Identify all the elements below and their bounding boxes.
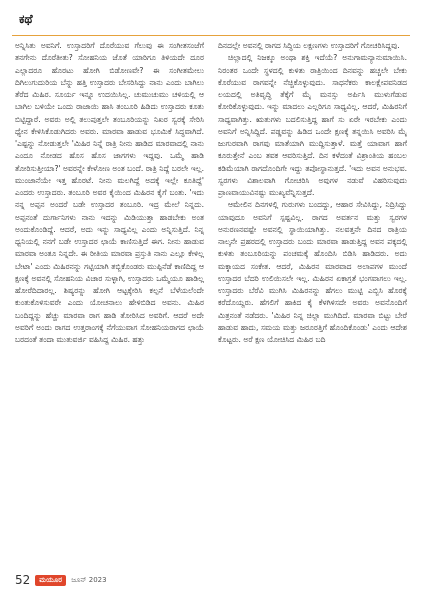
- page-number: 52: [15, 573, 31, 587]
- header-rule: [12, 35, 410, 36]
- page-footer: [15, 572, 107, 588]
- paragraph: ಆಮೇಲಿನ ದಿನಗಳಲ್ಲಿ ಗುರುಗಳು ಬಂದದ್ದು, ಆಹಾರ ಸೇವಿಸಿದ್ದು, ನಿದ್ರಿಸಿದ್ದು ಯಾವುದೂ ಅವನಿಗೆ ಸ್ಪಷ್ಟವಿಲ್ಲ. ರಾಗದ ಅವರ್ತನ ಮತ್ತು ಸ್ವರಗಳ ಅನುರಣನವಷ್ಟೇ ಅವನಲ್ಲಿ ಸ್ಥಾಯಿಯಾಗಿತ್ತು. ನಲವತ್ತನೇ ದಿನದ ರಾತ್ರಿಯ ನಾಲ್ಕನೇ ಪ್ರಹರದಲ್ಲಿ ಉಸ್ತಾದರು ಬಂದು ಮಾರವಾ ಹಾಡುತ್ತಿದ್ದ ಅವನ ಪಕ್ಕದಲ್ಲಿ ಕುಳಿತು ತಂಬೂರಿಯನ್ನು ಪಂಚಮಕ್ಕೆ ಹೊಂದಿಸಿ ಬಿಡಿಸಿ ಹಾಡಿದರು. ಅದು ಮಕ್ಕಾಯದ ಸಂಕೇತ. ಆದರೆ, ಮಿಹಿರನ ಮಾರವಾದ ಅಲಾಪಗಳ ಮುಂದೆ ಉಸ್ತಾದರ ಬೆದರಿ ಉಲಿಯಿಸಲೇ ಇಲ್ಲ. ಮಿಹಿರನ ಏಕಾಗ್ರತೆ ಭಂಗವಾಗಲು ಇಲ್ಲ. ಉಸ್ತಾದರು ಬೆರೆವಿ ಮುಗಿಸಿ ಮಿಹಿರನನ್ನು ಹೆಗಲು ಮುಟ್ಟಿ ಎಬ್ಬಿಸಿ ಹೊರಕ್ಕೆ ಕರೆದೊಯ್ದರು. ಹೆಗಲಿಗೆ ಹಾಕಿದ ಕೈ ಕೆಳಗಿಳಿಸದೇ ಅವರು ಅವನೊಂದಿಗೆ ಮಿತ್ರನಂತೆ ನಡೆದರು. 'ಮಿಹಿರ ನಿನ್ನ ಚಿಲ್ಲಾ ಮುಗಿದಿದೆ. ಮಾರವಾ ಬಿಟ್ಟು ಬೇರೆ ಹಾಡುವ ಹಾದು, ಸಮಯ ಮತ್ತು ಜರೂರತ್ತಿಗೆ ಹೊಂದಿಕೊಂಡು' ಎಂದು ಆದೇಶ ಕೊಟ್ಟರು. ಅರೆ ಕ್ಷಣ ಯೋಚಿಸಿದ ಮಿಹಿರ ಬದಿ: [218, 200, 407, 344]
- column-right: [218, 40, 407, 540]
- article-body: [15, 40, 407, 540]
- magazine-logo: ಮಯೂರ: [35, 575, 66, 586]
- section-label: ಕಥೆ: [19, 12, 33, 26]
- paragraph: ದಿನದಲ್ಲೇ ಅವನಲ್ಲಿ ರಾಗದ ಸಿದ್ಧಿಯ ಲಕ್ಷಣಗಳು ಉಸ್ತಾದರಿಗೆ ಗೋಚರಿಸಿದ್ದವು.: [218, 41, 400, 50]
- paragraph: ಚಿಲ್ಲಾದಲ್ಲಿ ನಿಜಕ್ಕೂ ಅಂಥಾ ಶಕ್ತಿ ಇದೆಯೆ? ಅನುಗಾಮನ್ಯಾನುಮಾಯಿಸಿ. ನಿರಂತರ ಒಂದೇ ಸ್ಥಳದಲ್ಲಿ ಕುಳಿತು ರಾತ್ರಿಯಿಂದ ದಿನವನ್ನು ಹಚ್ಚಲೇ ಬೇಕು ಕೊರೆಯುವ ರಾಗವನ್ನೇ ನೆಚ್ಚಿಕೊಳ್ಳುವುದು. ಸಾಧನೆಕರು ಕಾಲಕ್ಷೇಪವನಿಡದ ಲಯದಲ್ಲಿ ಅತಿವೃದ್ಧಿ ತೆಕ್ಕೆಗೆ ಮೈ ಮನಸ್ಸು ಅರ್ಪಿಸಿ ಮುಳುಗೆಡುವ ಕೋರಿಕೊಳ್ಳುವುದು. ಇನ್ನು ಮಾದಲು ಎಲ್ಲರಿಗೂ ಸಾಧ್ಯವಿಲ್ಲ. ಆದರೆ, ಮಿಹಿರನಿಗೆ ಸಾಧ್ಯವಾಗಿತ್ತು. ಋತುಗಳು ಬದಲಿಸುತ್ತಿದ್ದ ಹಾಗೆ ಸು ಏರೇ ಇರಬೇಕು ಎಂದು ಅವನಿಗೆ ಅನ್ನಿಸಿದ್ದಿದೆ. ಪಡ್ಡವನ್ನು ಹಿಡಿದ ಒಂದೇ ಕ್ಷಣಕ್ಕೆ ತನ್ನಯಿಸಿ ಅವರಿಸಿ ಮೈ ಜುಗುರವಾಗಿ ರಾಗವು ಮಾತೆಯಾಗಿ ಮುದ್ದಿಸುತ್ತಾಳೆ. ಮತ್ತೆ ಯಾವಾಗ ಹಾಗೆ ಕೂರುತ್ತೇನೆ ಎಂಬ ತವಕ ಆವರಿಸುತ್ತಿದೆ. ದಿನ ಕಳೆದಂತೆ ವಿಶ್ರಾಂತಿಯ ಹಂಬಲ ಕಡಿಮೆಯಾಗಿ ರಾಗದೊಂದಿಗೇ ಇದ್ದು ತಪೋಸ್ಥಾನುತ್ತದೆ. 'ಇದು ಅವನ ಅನುಭವ. ಸ್ವರಗಳು ವಿಶಾಲವಾಗಿ ಗೋಚರಿಸಿ ಅವುಗಳ ನಡುವೆ ವಿಹರಿಸುವುದು ಪ್ರಾಣವಾಯುವಿನಷ್ಟು ಮುಖ್ಯವೆನ್ನಿಸುತ್ತದೆ.: [218, 53, 407, 197]
- issue-date: ಜೂನ್ 2023: [71, 575, 107, 584]
- paragraph: ಅನ್ನಿಸಿತು ಅವನಿಗೆ. ಉಸ್ತಾದರಿಗೆ ದೊರೆಯುವ ಗೆಲುವು ಈ ಸಂಗೀತಸಂಜೆಗೆ ತನಗೇನು ದೊರೆತೀತು? ಸೋಹನಿಯ ಜೊತೆ ಯಾರಿಗೂ ತಿಳಿಯದೇ ದೂರ ಎಲ್ಲಾದರೂ ಹೊರಟು ಹೋಗಿ ಬಿಡೋಣವೇ? ಈ ಸಂಗೀತಮೇಲು ದಿಗಿಲುಗುದುರಿಯ ಬೆನ್ನು ಹತ್ತಿ ಉಸ್ತಾದರು ಬೇಸರಿಸಿದ್ದು ನಾನು ಎಂದು ಬಾಗಿಲು ತೆರೆದ ಮಿಹಿರ. ಸೂರ್ಯ ಇನ್ನೂ ಉದಯಿಸಿಲ್ಲ. ಚುಮುಚುಮು ಚಳಿಯಲ್ಲಿ ಆ ಬಾಗಿಲ ಬಳಿಯೇ ಒಂದು ರಾಜಾಯಿ ಹಾಸಿ ತಂಬೂರಿ ಹಿಡಿದು ಉಸ್ತಾದರು ಕೂತು ಬಿಟ್ಟಿದ್ದಾರೆ. ಅವರು ಅಲ್ಲಿ ತಲುಪುತ್ತಲೇ ತಂಬೂರಿಯನ್ನು ನಿಖರ ಸ್ವರಕ್ಕೆ ಸೇರಿಸಿ ಧ್ಯೇನ ಕೇಳಿಸಿಕೊಡುಗಿದರು ಅವರು. ಮಾರವಾ ಹಾಡುವ ಭೂಮಿಕೆ ಸಿದ್ಧವಾಗಿದೆ. 'ಎಷ್ಟನ್ನು ನೋಡುತ್ತಲೇ 'ಮಿಹಿರ ನಿನ್ನೆ ರಾತ್ರಿ ನೀನು ಹಾಡಿದ ಮಾರವಾದಲ್ಲಿ ನಾನು ಎಂದೂ ನೋಡದ ಹೊಸ ಹೊಸ ಜಾಗಗಳು ಇದ್ದವು. ಒಮ್ಮೆ ಹಾಡಿ ತೋರಿಸುತ್ತೀಯಾ?' ಅವರನ್ನೇ ಕೇಳೋಣ ಅಂತ ಬಂದೆ. ರಾತ್ರಿ ನಿದ್ದೆ ಬರಲೇ ಇಲ್ಲ. ಮುಂಜಾನೆಯೇ ಇತ್ತ ಹೊರಟೆ. ನೀನು ಮಲಗಿದ್ದೆ ಅದಕ್ಕೆ ಇಲ್ಲೇ ಕೂತಿದ್ದೆ' ಎಂದರು ಉಸ್ತಾದರು. ತಂಬೂರಿ ಅವರ ಕೈಯಿಂದ ಮಿಹಿರನ ಕೈಗೆ ಬಂತು. 'ಇದು ನನ್ನ ಅಪ್ಪನ ಅಂದರೆ ಬಡೇ ಉಸ್ತಾದರ ತಂಬೂರಿ. ಇದ್ರ ಮೇಲೆ ನಿನ್ನದು. ಅಪ್ಪನಂತೆ ದುರ್ಗಾನಿಗಳು ನಾನು ಇದನ್ನು ಮಿಡಿಯುತ್ತಾ ಹಾಡಬೇಕು ಅಂತ ಅಂದುಕೊಂಡಿದ್ದೆ. ಆದರೆ, ಅದು ಇನ್ನು ಸಾಧ್ಯವಿಲ್ಲ ಎಂದು ಅನ್ನಿಸುತ್ತಿದೆ. ನಿನ್ನ ಧ್ವನಿಯಲ್ಲಿ ನನಗೆ ಬಡೇ ಉಸ್ತಾದರ ಛಾಯೆ ಕಾಣಿಸುತ್ತಿದೆ ಈಗ. ನೀನು ಹಾಡುವ ಮಾರವಾ ಅಂತೂ ನಿನ್ನದೇ. ಈ ರೀತಿಯ ಮಾರವಾ ಪ್ರಸ್ತುತಿ ನಾನು ಎಲ್ಲೂ ಕೇಳಿಲ್ಲ ಬೇಟಾ' ಎಂದು ಮಿಹಿರನನ್ನು ಗಟ್ಟಿಯಾಗಿ ತಬ್ಬಿಕೊಂಡರು ಮುಪ್ಪಿನೆಡೆ ಕಾಣಿದಿದ್ದ ಆ ಕ್ಷಣಕ್ಕೆ ಅವನಲ್ಲಿ ಸೋಹನಿಯ ವಿಚಾರ ಸುಳ್ಳಾಗಿ, ಉಸ್ತಾದರು ಒಮ್ಮೆಯೂ ಹಾಡಿಲ್ಲ ಹೋರೆದಿದಾರಲ್ಲ. ಶಿಷ್ಯರನ್ನು ಹೋಗಿ ಆಟ್ಟಕ್ಕೇರಿಸಿ ಕಲ್ಪನೆ ಬೆಳೆಯಲೆಂದೇ ಕುಂತುಕೊಳಿಸುವರೇ ಎಂದು ಯೋಚನಾಲು ಹೇಳಿಬಿಡಿದ ಅವನು. ಮಿಹಿರ ಬಂದಿದ್ದನ್ನು ಹೆಚ್ಚು ಮಾರವಾ ರಾಗ ಹಾಡಿ ತೋರಿಸಿದ ಅವರಿಗೆ. ಆದರೆ ಅದೇ ಅವರಿಗೆ ಅಂದು ರಾಗದ ಉತ್ತರಾಂಗಕ್ಕೆ ನೆಗೆಯುವಾಗ ಸೋಹನಿಯರಾಗದ ಛಾಯೆ ಬರದಂತೆ ತಂದಾ ಮುತುವರ್ಜಿ ವಹಿಸಿದ್ದ ಮಿಹಿರ. ಹತ್ತು: [15, 41, 204, 344]
- column-left: [15, 40, 204, 540]
